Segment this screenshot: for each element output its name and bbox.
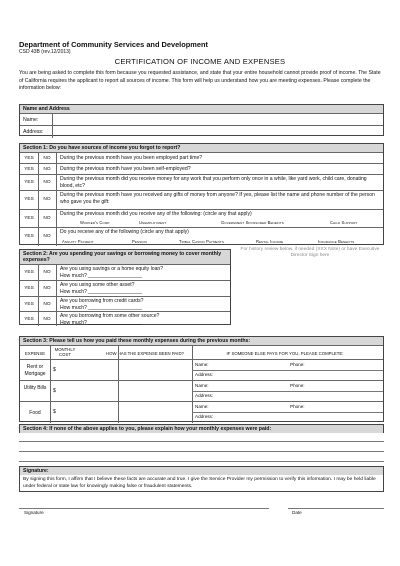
monthly-cost-field[interactable]	[58, 384, 116, 399]
col-someone-else: IF SOMEONE ELSE PAYS FOR YOU, PLEASE COMPLETE:	[226, 351, 344, 356]
section3-box	[19, 336, 384, 422]
no-option[interactable]: NO	[43, 216, 51, 221]
question-text: During the previous month did you receive any of the following: (circle any that apply)	[60, 211, 252, 217]
phone-label: Phone:	[290, 361, 305, 367]
section2-box	[19, 249, 231, 325]
how-paid-field[interactable]	[120, 405, 190, 420]
divider	[192, 391, 383, 392]
yes-option[interactable]: YES	[24, 286, 34, 291]
yes-option[interactable]: YES	[24, 216, 34, 221]
question-text: During the previous month have you been employed part time?	[60, 154, 203, 161]
expense-row-rent	[20, 359, 383, 380]
no-option[interactable]: NO	[43, 180, 51, 185]
dollar-sign: $	[53, 388, 56, 394]
option-annuity-payment[interactable]: Annuity Payment	[62, 239, 94, 244]
address-label: Address:	[195, 414, 214, 419]
no-option[interactable]: NO	[43, 317, 51, 322]
section2-row	[20, 264, 230, 280]
date-line[interactable]	[288, 508, 384, 509]
name-address-heading: Name and Address	[20, 105, 383, 113]
monthly-cost-field[interactable]	[58, 363, 116, 378]
section3-column-headers	[20, 345, 383, 359]
how-much-field[interactable]: How much? ___________________	[60, 273, 143, 279]
name-label: Name:	[195, 403, 209, 409]
question-text: Are you using savings or a home equity loan?	[60, 266, 164, 272]
question-text: During the previous month have you received any gifts of money from anyone? If yes, please list the name and phone number of the person who gave you the gift:	[60, 192, 375, 205]
agency-name: Department of Community Services and Development	[19, 40, 208, 49]
yes-option[interactable]: YES	[24, 180, 34, 185]
section2-row	[20, 280, 230, 296]
how-paid-field[interactable]	[120, 363, 190, 378]
address-field[interactable]	[54, 127, 381, 137]
expense-row-utility	[20, 380, 383, 401]
signature-label: Signature	[24, 510, 44, 515]
signature-statement: By signing this form, I affirm that I believe these facts are accurate and true. I give the Service Provider my permission to verify this information. I may be held liable under federal or state law for knowingly making false or fraudulent statements.	[23, 477, 376, 489]
option-workers-comp[interactable]: Worker's Comp	[80, 220, 110, 225]
side-note: For history review below, if needed (XXX Note) or have Executive Director Sign here	[240, 247, 380, 258]
option-unemployment[interactable]: Unemployment	[139, 220, 167, 225]
no-option[interactable]: NO	[43, 156, 51, 161]
question-text: Are you borrowing from credit cards?	[60, 298, 144, 304]
section1-row	[20, 209, 383, 227]
section1-row	[20, 163, 383, 174]
how-much-field[interactable]: How much? ___________________	[60, 304, 143, 311]
signature-box	[19, 466, 384, 492]
name-label: Name:	[23, 117, 39, 123]
dollar-sign: $	[53, 409, 56, 415]
dollar-sign: $	[53, 367, 56, 373]
signature-heading: Signature:	[20, 467, 383, 475]
name-label: Name:	[195, 361, 209, 367]
intro-text: You are being asked to complete this form because you requested assistance, and state that your entire household cannot provide proof of income. The State of California requires the applicant to report all sources of income. This form will help us understand how you are meeting expenses. Please complete the information below:	[19, 70, 381, 92]
section2-row	[20, 311, 230, 326]
no-option[interactable]: NO	[43, 167, 51, 172]
section2-heading: Section 2: Are you spending your savings or borrowing money to cover monthly expenses?	[20, 250, 230, 264]
form-title: CERTIFICATION OF INCOME AND EXPENSES	[114, 57, 286, 66]
option-child-support[interactable]: Child Support	[330, 220, 358, 225]
question-text: Are you using some other asset?	[60, 282, 135, 288]
option-tribal-casino[interactable]: Tribal Casino Payments	[179, 239, 224, 244]
section4-box	[19, 424, 384, 433]
option-insurance-benefits[interactable]: Insurance Benefits	[318, 239, 355, 244]
expense-label: Rent or Mortgage	[24, 364, 46, 377]
section3-heading: Section 3: Please tell us how you paid these monthly expenses during the previous months:	[20, 337, 383, 345]
section1-row	[20, 190, 383, 209]
expense-label: Utility Bills	[23, 385, 47, 391]
name-address-box	[19, 104, 384, 136]
yes-option[interactable]: YES	[24, 167, 34, 172]
address-row	[20, 125, 383, 137]
yes-option[interactable]: YES	[24, 270, 34, 275]
option-government-benefits[interactable]: Government Sponsored Benefits	[221, 220, 284, 225]
section1-row	[20, 174, 383, 190]
section2-row	[20, 296, 230, 311]
section1-heading: Section 1: Do you have sources of income you forgot to report?	[20, 144, 383, 152]
question-text: During the previous month have you been self-employed?	[60, 165, 191, 172]
expense-label: Food	[29, 410, 41, 416]
explain-line[interactable]	[19, 451, 384, 452]
no-option[interactable]: NO	[43, 270, 51, 275]
divider	[192, 412, 383, 413]
how-paid-field[interactable]	[120, 384, 190, 399]
expense-row-food	[20, 401, 383, 423]
address-label: Address:	[195, 372, 214, 377]
question-text: During the previous month did you receive money for any work that you perform only once in a while, like yard work, child care, donating blood, etc?	[60, 176, 367, 189]
name-label: Name:	[195, 382, 209, 388]
phone-label: Phone:	[290, 403, 305, 409]
form-number: CSD 43B (rev.12/2013)	[19, 49, 71, 55]
address-label: Address:	[23, 129, 44, 135]
option-pension[interactable]: Pension	[132, 239, 147, 244]
explain-line[interactable]	[19, 441, 384, 442]
no-option[interactable]: NO	[43, 234, 51, 239]
signature-line[interactable]	[19, 508, 269, 509]
phone-label: Phone:	[290, 382, 305, 388]
section4-heading: Section 4: If none of the above applies to you, please explain how your monthly expenses were paid:	[20, 425, 383, 433]
explain-line[interactable]	[19, 461, 384, 462]
yes-option[interactable]: YES	[24, 234, 34, 239]
col-expense: EXPENSE	[24, 351, 46, 356]
date-label: Date	[292, 510, 302, 515]
name-field[interactable]	[54, 115, 381, 125]
yes-option[interactable]: YES	[24, 317, 34, 322]
section1-box	[19, 143, 384, 245]
yes-option[interactable]: YES	[24, 156, 34, 161]
yes-option[interactable]: YES	[24, 197, 34, 202]
no-option[interactable]: NO	[43, 286, 51, 291]
name-row	[20, 113, 383, 125]
section1-row	[20, 152, 383, 163]
how-much-field[interactable]: How much? ___________________	[60, 289, 143, 295]
no-option[interactable]: NO	[43, 302, 51, 307]
yes-option[interactable]: YES	[24, 302, 34, 307]
col-how-paid: HOW HAS THE EXPENSE BEEN PAID?	[106, 351, 184, 356]
question-text: Do you receive any of the following (circle any that apply)	[60, 229, 189, 235]
section1-row	[20, 227, 383, 246]
col-monthly-cost: MONTHLY COST	[54, 347, 76, 357]
how-much-field[interactable]: How much? ___________________	[60, 319, 143, 326]
option-rental-income[interactable]: Rental Income	[256, 239, 284, 244]
monthly-cost-field[interactable]	[58, 405, 116, 420]
divider	[192, 370, 383, 371]
address-label: Address:	[195, 393, 214, 398]
no-option[interactable]: NO	[43, 197, 51, 202]
question-text: Are you borrowing from some other source?	[60, 313, 160, 319]
